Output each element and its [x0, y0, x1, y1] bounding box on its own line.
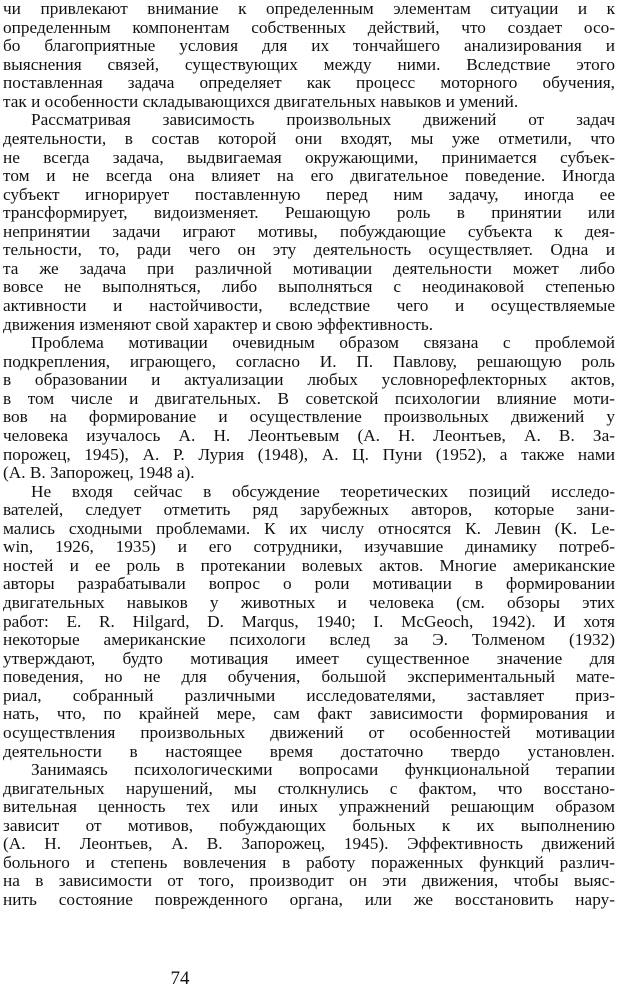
text-line: не всегда задача, выдвигаемая окружающими, принимается субъек-	[3, 147, 615, 167]
text-line: нать, что, по крайней мере, сам факт зависимости формирования и	[3, 704, 615, 724]
text-line: деятельности, в состав которой они входят, мы уже отметили, что	[3, 128, 615, 148]
text-line: (А. Н. Леонтьев, А. В. Запорожец, 1945). Эффективность движений	[3, 834, 615, 854]
text-line: выяснения связей, существующих между ними. Вследствие этого	[3, 54, 615, 74]
text-line: риал, собранный различными исследователями, заставляет приз-	[3, 685, 615, 705]
text-line: авторы разрабатывали вопрос о роли мотивации в формировании	[3, 574, 615, 594]
text-line: осуществления произвольных движений от особенностей мотивации	[3, 722, 615, 742]
text-line: непринятии задачи играют мотивы, побуждающие субъекта к дея-	[3, 221, 615, 241]
page-number: 74	[170, 968, 190, 989]
text-line: больного и степень вовлечения в работу пораженных функций различ-	[3, 852, 615, 872]
text-line: определенным компонентам собственных действий, что создает осо-	[3, 17, 615, 37]
text-line: утверждают, будто мотивация имеет существенное значение для	[3, 648, 615, 668]
text-line: Рассматривая зависимость произвольных движений от задач	[31, 110, 615, 130]
text-line: на в зависимости от того, производит он эти движения, чтобы выяс-	[3, 871, 615, 891]
text-line: движения изменяют свой характер и свою эффективность.	[3, 314, 434, 334]
text-line: бо благоприятные условия для их тончайшего анализирования и	[3, 36, 615, 56]
text-line: зависит от мотивов, побуждающих больных к их выполнению	[3, 815, 615, 835]
text-line: вовсе не выполняться, либо выполняться с неодинаковой степенью	[3, 277, 615, 297]
text-line: поведения, но не для обучения, большой экспериментальный мате-	[3, 667, 615, 687]
text-line: работ: E. R. Hilgard, D. Marqus, 1940; I. McGeoch, 1942). И хотя	[3, 611, 615, 631]
text-line: ностей и ее роль в протекании волевых актов. Многие американские	[3, 555, 615, 575]
text-line: двигательных навыков у животных и человека (см. обзоры этих	[3, 593, 615, 612]
text-line: поставленная задача определяет как процесс моторного обучения,	[3, 73, 615, 93]
text-line: в том числе и двигательных. В советской психологии влияние моти-	[3, 388, 615, 408]
text-line: так и особенности складывающихся двигательных навыков и умений.	[3, 91, 519, 111]
text-line: некоторые американские психологи вслед за Э. Толменом (1932)	[3, 630, 615, 650]
text-line: в образовании и актуализации любых условнорефлекторных актов,	[3, 370, 615, 390]
text-line: активности и настойчивости, вследствие чего и осуществляемые	[3, 296, 615, 315]
text-line: субъект игнорирует поставленную перед ним задачу, иногда ее	[3, 184, 615, 204]
text-line: чи привлекают внимание к определенным элементам ситуации и к	[3, 0, 615, 18]
text-line: (А. В. Запорожец, 1948 а).	[3, 463, 195, 483]
text-line: том и не всегда она влияет на его двигательное поведение. Иногда	[3, 166, 615, 186]
text-line: нить состояние поврежденного органа, или же восстановить нару-	[3, 890, 615, 909]
text-line: подкрепления, играющего, согласно И. П. Павлову, решающую роль	[3, 351, 615, 371]
text-line: мались сходными проблемами. К их числу относятся К. Левин (K. Le-	[3, 518, 615, 538]
text-line: та же задача при различной мотивации деятельности может либо	[3, 258, 615, 278]
book-page-text	[3, 0, 615, 910]
text-line: тельности, то, ради чего он эту деятельность осуществляет. Одна и	[3, 240, 615, 260]
text-line: вателей, следует отметить ряд зарубежных авторов, которые зани-	[3, 500, 615, 520]
text-line: Занимаясь психологическими вопросами функциональной терапии	[31, 760, 615, 780]
text-line: порожец, 1945), А. Р. Лурия (1948), А. Ц. Пуни (1952), а также нами	[3, 444, 615, 464]
text-line: деятельности в настоящее время достаточно твердо установлен.	[3, 741, 615, 761]
text-line: человека изучалось А. Н. Леонтьевым (А. Н. Леонтьев, А. В. За-	[3, 425, 615, 445]
text-line: Проблема мотивации очевидным образом связана с проблемой	[31, 333, 615, 353]
text-line: вов на формирование и осуществление произвольных движений у	[3, 407, 615, 427]
text-line: win, 1926, 1935) и его сотрудники, изучавшие динамику потреб-	[3, 537, 615, 557]
text-line: трансформирует, видоизменяет. Решающую роль в принятии или	[3, 203, 615, 223]
text-line: Не входя сейчас в обсуждение теоретических позиций исследо-	[31, 481, 615, 501]
text-line: вительная ценность тех или иных упражнений решающим образом	[3, 797, 615, 817]
text-line: двигательных нарушений, мы столкнулись с фактом, что восстано-	[3, 778, 615, 798]
